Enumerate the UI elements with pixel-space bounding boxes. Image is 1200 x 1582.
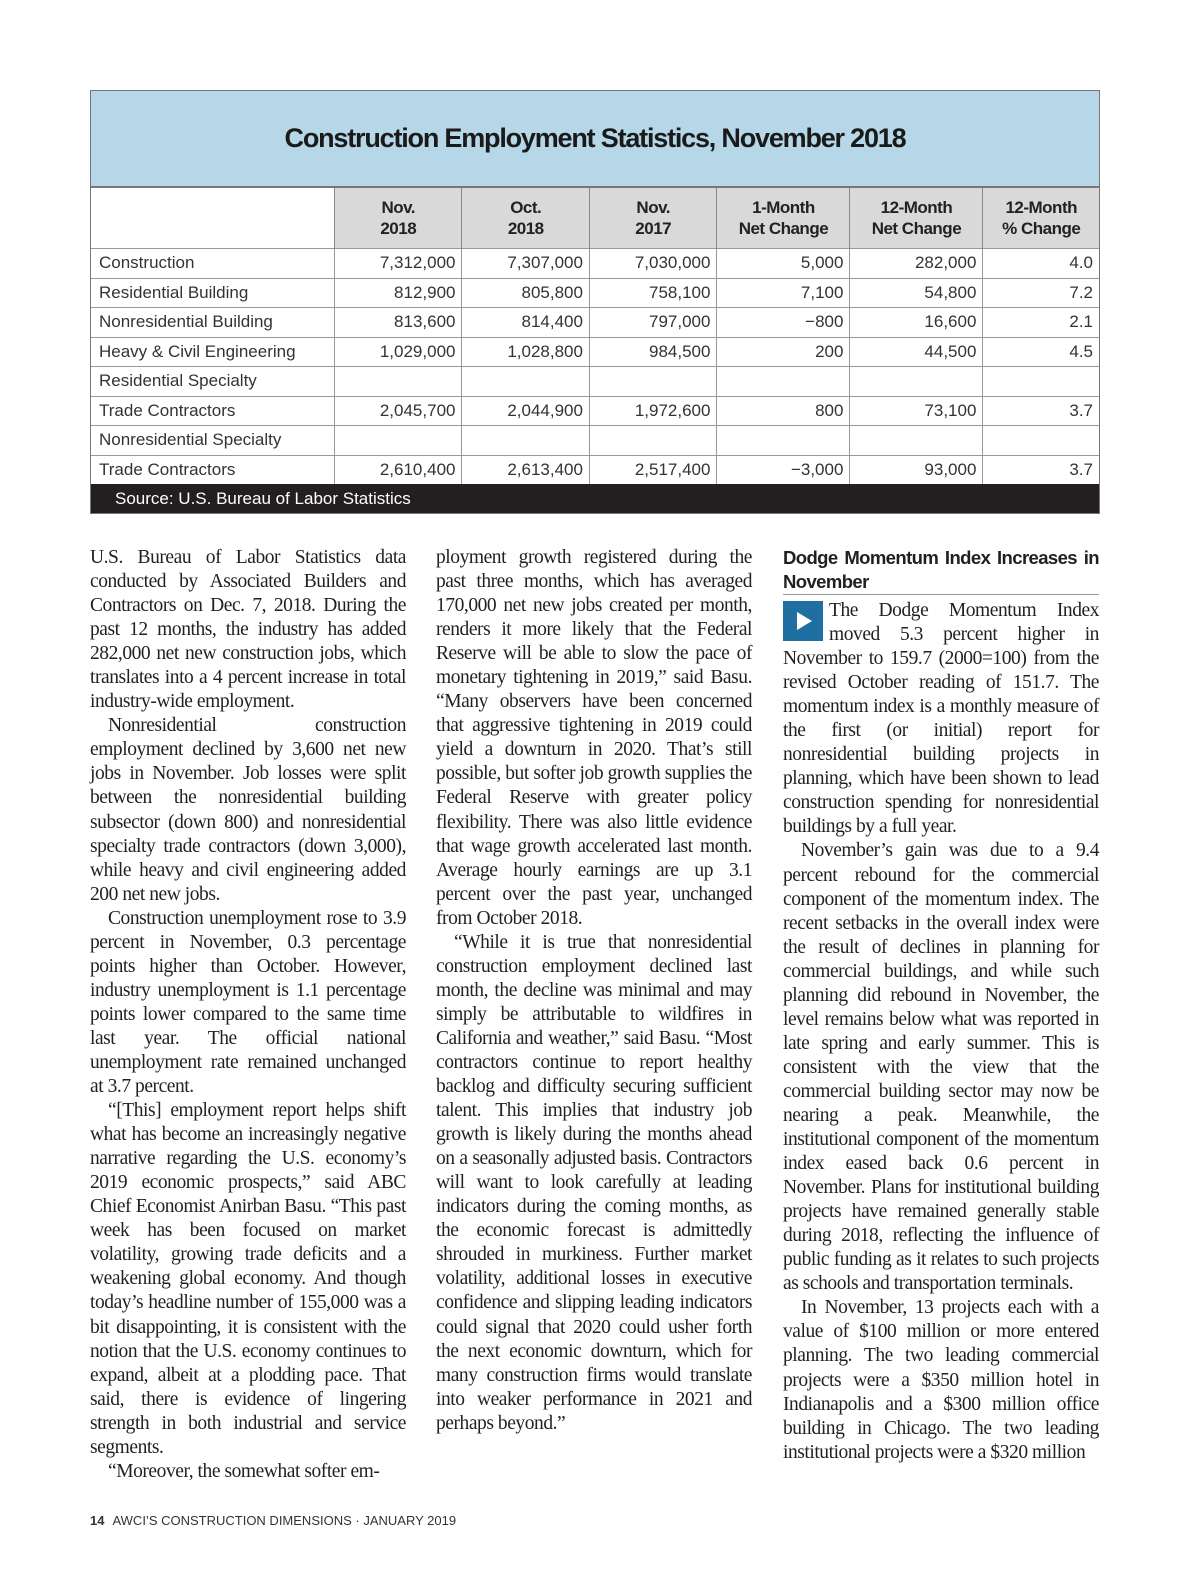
- table-title: Construction Employment Statistics, November 2018: [91, 91, 1099, 188]
- page-number: 14: [90, 1513, 105, 1528]
- table-cell: 73,100: [850, 396, 983, 426]
- column-header: [335, 188, 462, 249]
- table-cell: 813,600: [335, 308, 462, 338]
- column-header-line: % Change: [1002, 219, 1081, 238]
- table-cell: 3.7: [983, 455, 1099, 484]
- paragraph: In November, 13 projects each with a value of $100 million or more entered planning. The two leading commercial projects were a $350 million hotel in Indianapolis and a $300 million office building in Chicago. The two leading institutional projects were a $320 million: [783, 1297, 1099, 1463]
- column-header-line: 2018: [507, 219, 544, 238]
- paragraph: Construction unemployment rose to 3.9 percent in November, 0.3 percentage points higher than October. However, industry unemployment is 1.1 percentage points lower compared to the same time last year. The official national unemployment rate remained unchanged at 3.7 percent.: [90, 907, 406, 1098]
- paragraph: “[This] employment report helps shift what has become an increasingly negative narrative regarding the U.S. economy’s 2019 economic prospects,” said ABC Chief Economist Anirban Basu. “This past week has been focused on market volatility, growing trade deficits and a weakening global economy. And though today’s headline number of 155,000 was a bit disappointing, it is consistent with the notion that the U.S. economy continues to expand, albeit at a plodding pace. That said, there is evidence of lingering strength in both industrial and service segments.: [90, 1100, 406, 1458]
- table-row: [91, 337, 1099, 367]
- table-cell: 7,100: [717, 278, 850, 308]
- table-cell: 5,000: [717, 249, 850, 279]
- table-cell: 3.7: [983, 396, 1099, 426]
- column-header-line: Oct.: [510, 198, 542, 217]
- table-cell: [462, 367, 589, 397]
- column-header-line: Nov.: [636, 198, 670, 217]
- column-header-line: Nov.: [381, 198, 416, 217]
- table-cell: [983, 426, 1099, 456]
- table-row: [91, 426, 1099, 456]
- column-header-line: 2017: [635, 219, 672, 238]
- paragraph: “While it is true that nonresidential construction employment declined last month, the decline was minimal and may simply be attributable to wildfires in California and weather,” said Basu. “Most contractors continue to report healthy backlog and difficulty securing sufficient talent. This implies that industry job growth is likely during the months ahead on a seasonally adjusted basis. Contractors will want to look carefully at leading indicators during the coming months, as the economic forecast is admittedly shrouded in murkiness. Further market volatility, additional losses in executive confidence and slipping leading indicators could signal that 2020 could usher forth the next economic downturn, which for many construction firms would translate into weaker performance in 2021 and perhaps beyond.”: [436, 931, 752, 1434]
- table-cell: 2,517,400: [589, 455, 716, 484]
- row-label: Trade Contractors: [91, 455, 335, 484]
- table-cell: 4.0: [983, 249, 1099, 279]
- publication-name: AWCI’S CONSTRUCTION DIMENSIONS · JANUARY 2019: [112, 1513, 457, 1528]
- table-cell: 200: [717, 337, 850, 367]
- table-cell: 1,029,000: [335, 337, 462, 367]
- row-label: Nonresidential Building: [91, 308, 335, 338]
- table-cell: 1,028,800: [462, 337, 589, 367]
- column-header-line: Net Change: [738, 219, 829, 238]
- table-cell: −3,000: [717, 455, 850, 484]
- table-row: [91, 249, 1099, 279]
- column-header: [717, 188, 850, 249]
- table-cell: [983, 367, 1099, 397]
- table-cell: 2,045,700: [335, 396, 462, 426]
- table-cell: [589, 426, 716, 456]
- table-cell: 797,000: [589, 308, 716, 338]
- table-cell: 2,610,400: [335, 455, 462, 484]
- paragraph: ployment growth registered during the past three months, which has averaged 170,000 net new jobs created per month, renders it more likely that the Federal Reserve will be able to slow the pace of monetary tightening in 2019,” said Basu. “Many observers have been concerned that aggressive tightening in 2019 could yield a downturn in 2020. That’s still possible, but softer job growth supplies the Federal Reserve with greater policy flexibility. There was also little evidence that wage growth accelerated last month. Average hourly earnings are up 3.1 percent over the past year, unchanged from October 2018.: [436, 547, 752, 929]
- row-label: Heavy & Civil Engineering: [91, 337, 335, 367]
- column-header-line: Net Change: [871, 219, 962, 238]
- page-footer: [90, 1513, 456, 1528]
- table-cell: [850, 426, 983, 456]
- table-cell: 93,000: [850, 455, 983, 484]
- table-row: [91, 396, 1099, 426]
- table-cell: [335, 367, 462, 397]
- table-row: [91, 278, 1099, 308]
- column-header: [850, 188, 983, 249]
- table-cell: 7,312,000: [335, 249, 462, 279]
- header-blank: [91, 188, 335, 249]
- column-header: [983, 188, 1099, 249]
- play-arrow-icon: [783, 601, 823, 641]
- column-header-line: 1-Month: [752, 198, 815, 217]
- column-header-line: 2018: [380, 219, 417, 238]
- table-cell: 2.1: [983, 308, 1099, 338]
- row-label: Nonresidential Specialty: [91, 426, 335, 456]
- paragraph: Nonresidential construction employment declined by 3,600 net new jobs in November. Job losses were split between the nonresidential building subsector (down 800) and nonresidential specialty trade contractors (down 3,000), while heavy and civil engineering added 200 net new jobs.: [90, 715, 406, 905]
- table-cell: 984,500: [589, 337, 716, 367]
- paragraph: The Dodge Momentum Index moved 5.3 percent higher in November to 159.7 (2000=100) from the revised October reading of 151.7. The momentum index is a monthly measure of the first (or initial) report for nonresidential building projects in planning, which have been shown to lead construction spending for nonresidential buildings by a full year.: [783, 600, 1099, 838]
- table-cell: 7,030,000: [589, 249, 716, 279]
- table-row: [91, 308, 1099, 338]
- row-label: Residential Specialty: [91, 367, 335, 397]
- table-cell: 282,000: [850, 249, 983, 279]
- table-cell: 2,613,400: [462, 455, 589, 484]
- table-cell: 4.5: [983, 337, 1099, 367]
- paragraph: November’s gain was due to a 9.4 percent rebound for the commercial component of the momentum index. The recent setbacks in the overall index were the result of declines in planning for commercial buildings, and while such planning did rebound in November, the level remains below what was reported in late spring and early summer. This is consistent with the view that the commercial building sector may now be nearing a peak. Meanwhile, the institutional component of the momentum index eased back 0.6 percent in November. Plans for institutional building projects have remained generally stable during 2018, reflecting the influence of public funding as it relates to such projects as schools and transportation terminals.: [783, 840, 1099, 1295]
- table-cell: 805,800: [462, 278, 589, 308]
- article-column-3: [783, 546, 1099, 1465]
- row-label: Residential Building: [91, 278, 335, 308]
- table-cell: [589, 367, 716, 397]
- column-header: [589, 188, 716, 249]
- table-cell: 1,972,600: [589, 396, 716, 426]
- table-cell: 16,600: [850, 308, 983, 338]
- row-label: Trade Contractors: [91, 396, 335, 426]
- article-column-1: [90, 546, 406, 1484]
- column-header-line: 12-Month: [1005, 198, 1077, 217]
- section-heading: Dodge Momentum Index Increases in November: [783, 546, 1099, 595]
- table-cell: 2,044,900: [462, 396, 589, 426]
- table-cell: [717, 426, 850, 456]
- row-label: Construction: [91, 249, 335, 279]
- article-column-2: [436, 546, 752, 1436]
- table-cell: 800: [717, 396, 850, 426]
- table-cell: 54,800: [850, 278, 983, 308]
- table-cell: 7.2: [983, 278, 1099, 308]
- table-cell: 44,500: [850, 337, 983, 367]
- table-cell: 7,307,000: [462, 249, 589, 279]
- table-cell: [335, 426, 462, 456]
- column-header-line: 12-Month: [880, 198, 953, 217]
- table-row: [91, 455, 1099, 484]
- table-row: [91, 367, 1099, 397]
- table-header-row: [91, 188, 1099, 249]
- column-header: [462, 188, 589, 249]
- table-cell: −800: [717, 308, 850, 338]
- employment-statistics-table: [90, 90, 1100, 514]
- paragraph: “Moreover, the somewhat softer em-: [108, 1460, 380, 1482]
- table-cell: 758,100: [589, 278, 716, 308]
- table-cell: [462, 426, 589, 456]
- table-cell: [850, 367, 983, 397]
- paragraph: U.S. Bureau of Labor Statistics data conducted by Associated Builders and Contractors on Dec. 7, 2018. During the past 12 months, the industry has added 282,000 net new construction jobs, which translates into a 4 percent increase in total industry-wide employment.: [90, 547, 406, 713]
- table-cell: 814,400: [462, 308, 589, 338]
- table-cell: 812,900: [335, 278, 462, 308]
- table-cell: [717, 367, 850, 397]
- table-source: Source: U.S. Bureau of Labor Statistics: [91, 484, 1099, 513]
